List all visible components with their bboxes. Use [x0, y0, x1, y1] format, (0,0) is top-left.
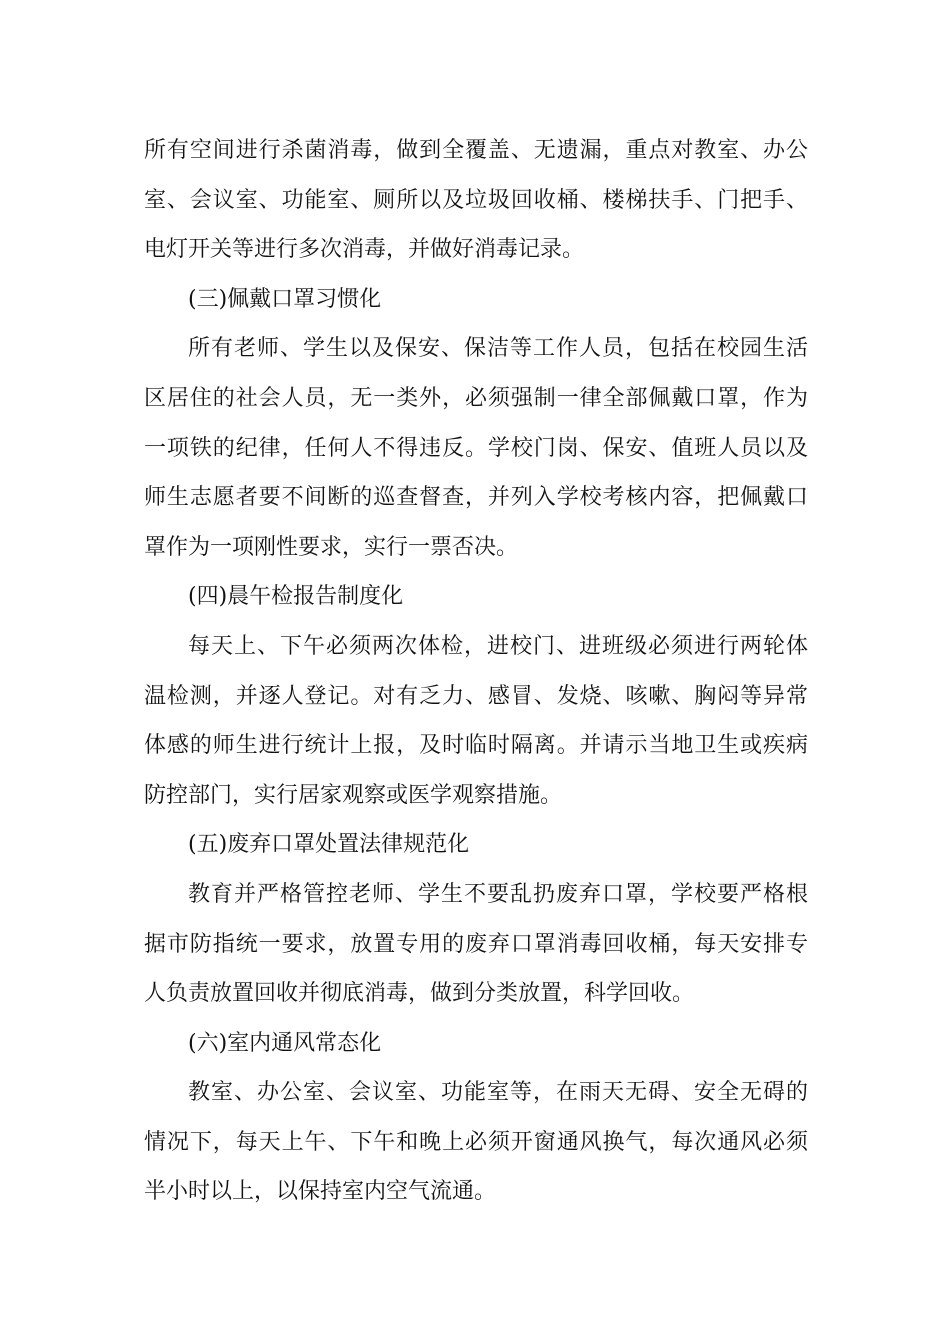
body-line: 教室、办公室、会议室、功能室等，在雨天无碍、安全无碍的	[188, 1080, 808, 1106]
body-line: 区居住的社会人员，无一类外，必须强制一律全部佩戴口罩，作为	[144, 385, 808, 411]
body-line: 防控部门，实行居家观察或医学观察措施。	[144, 782, 563, 808]
body-line: 教育并严格管控老师、学生不要乱扔废弃口罩，学校要严格根	[188, 881, 808, 907]
body-line: 温检测，并逐人登记。对有乏力、感冒、发烧、咳嗽、胸闷等异常	[144, 683, 808, 709]
body-line: 电灯开关等进行多次消毒，并做好消毒记录。	[144, 237, 585, 263]
body-line: 所有老师、学生以及保安、保洁等工作人员，包括在校园生活	[188, 336, 808, 362]
body-line: 室、会议室、功能室、厕所以及垃圾回收桶、楼梯扶手、门把手、	[144, 187, 808, 213]
body-line: 情况下，每天上午、下午和晚上必须开窗通风换气，每次通风必须	[144, 1129, 808, 1155]
body-line: 体感的师生进行统计上报，及时临时隔离。并请示当地卫生或疾病	[144, 733, 808, 759]
body-line: 所有空间进行杀菌消毒，做到全覆盖、无遗漏，重点对教室、办公	[144, 138, 808, 163]
body-line: 罩作为一项刚性要求，实行一票否决。	[144, 534, 519, 560]
body-line: 半小时以上，以保持室内空气流通。	[144, 1179, 497, 1205]
section-heading: (三)佩戴口罩习惯化	[188, 286, 382, 312]
body-line: 据市防指统一要求，放置专用的废弃口罩消毒回收桶，每天安排专	[144, 931, 808, 957]
body-line: 每天上、下午必须两次体检，进校门、进班级必须进行两轮体	[188, 633, 808, 659]
section-heading: (六)室内通风常态化	[188, 1030, 382, 1056]
document-body	[144, 126, 808, 1217]
body-line: 一项铁的纪律，任何人不得违反。学校门岗、保安、值班人员以及	[144, 435, 808, 461]
body-line: 师生志愿者要不间断的巡查督查，并列入学校考核内容，把佩戴口	[144, 485, 808, 511]
body-line: 人负责放置回收并彻底消毒，做到分类放置，科学回收。	[144, 981, 695, 1007]
section-heading: (四)晨午检报告制度化	[188, 584, 404, 610]
section-heading: (五)废弃口罩处置法律规范化	[188, 832, 470, 858]
